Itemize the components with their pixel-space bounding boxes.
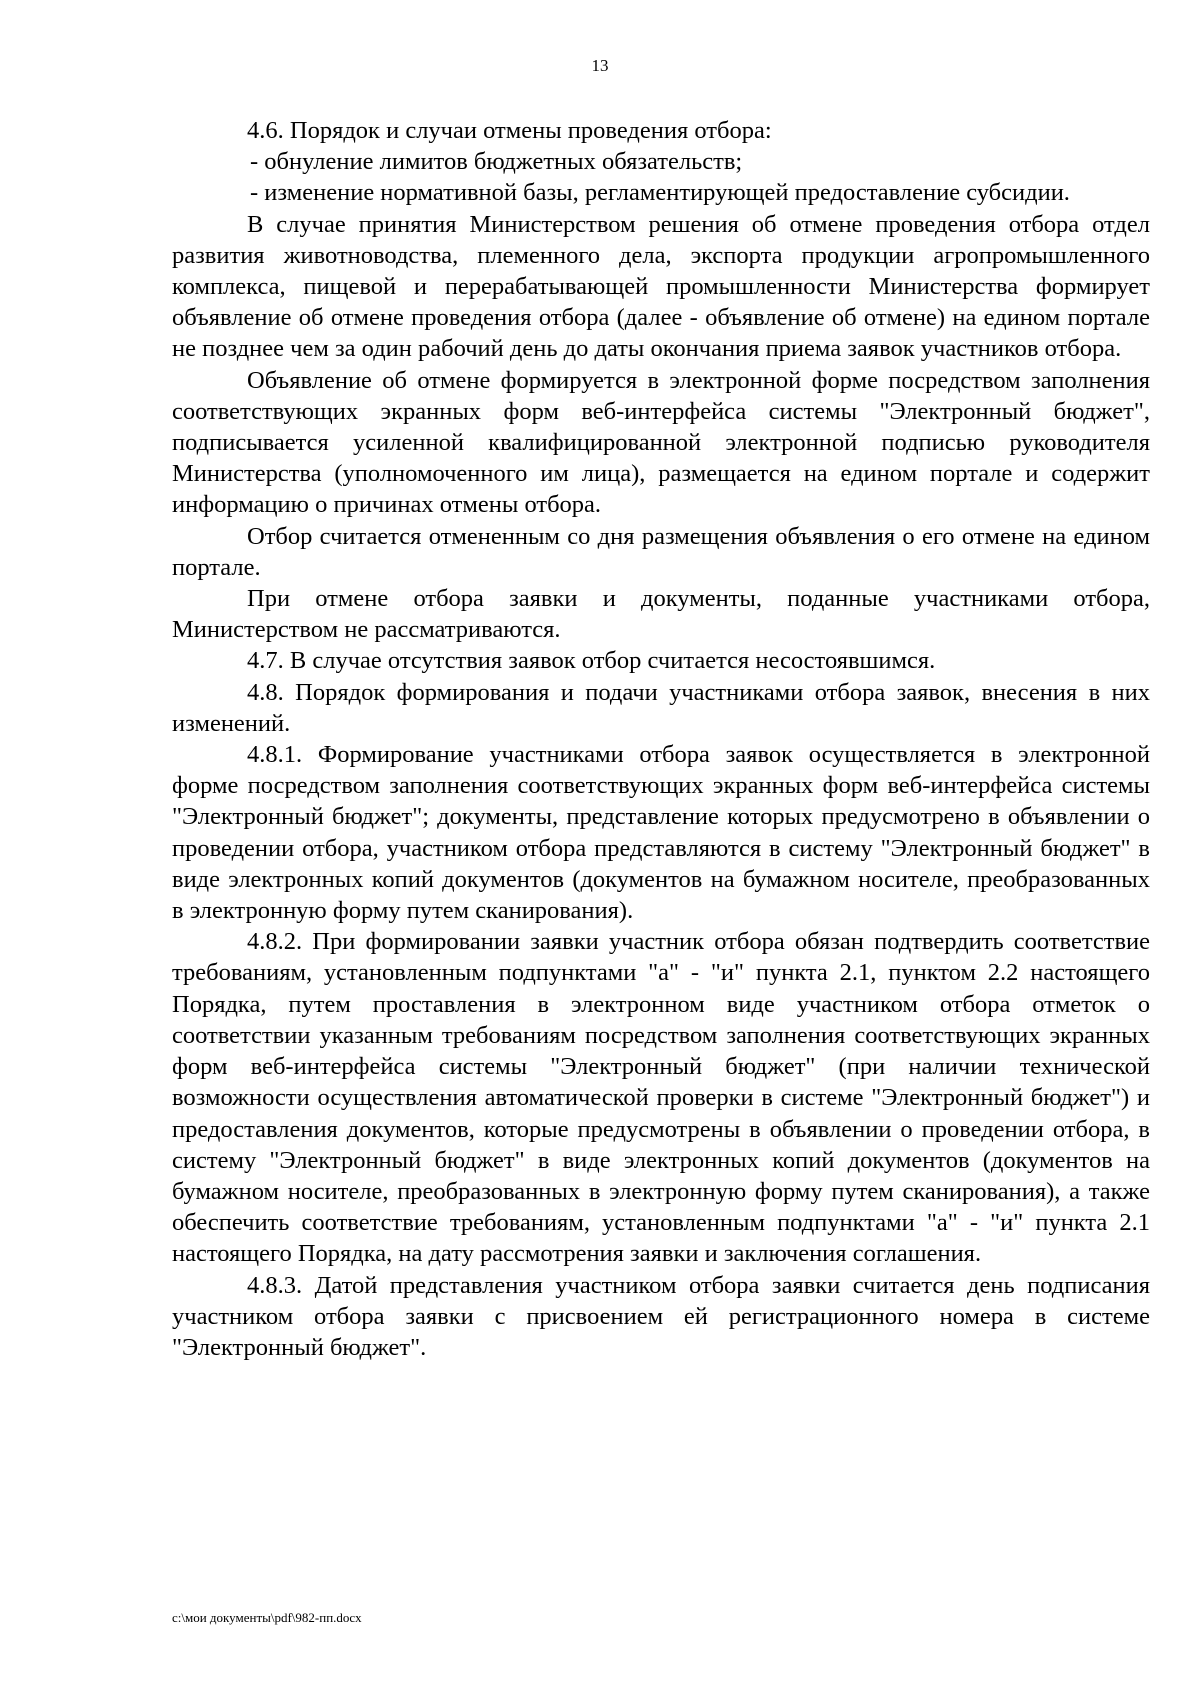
document-body bbox=[172, 115, 1150, 1363]
paragraph-4-8-3: 4.8.3. Датой представления участником отбора заявки считается день подписания участником отбора заявки с присвоением ей регистрационного номера в системе "Электронный бюджет". bbox=[172, 1271, 1150, 1361]
paragraph-cancelled-date: Отбор считается отмененным со дня размещения объявления о его отмене на едином портале. bbox=[172, 522, 1150, 581]
footer-file-path: c:\мои документы\pdf\982-пп.docx bbox=[172, 1610, 362, 1625]
paragraph-4-8-1: 4.8.1. Формирование участниками отбора заявок осуществляется в электронной форме посредством заполнения соответствующих экранных форм веб-интерфейса системы "Электронный бюджет"; документы, представление которых предусмотрено в объявлении о проведении отбора, участником отбора представляются в систему "Электронный бюджет" в виде электронных копий документов (документов на бумажном носителе, преобразованных в электронную форму путем сканирования). bbox=[172, 741, 1150, 925]
list-item-normative-base: - изменение нормативной базы, регламентирующей предоставление субсидии. bbox=[250, 179, 1070, 207]
paragraph-not-reviewed: При отмене отбора заявки и документы, поданные участниками отбора, Министерством не рассматриваются. bbox=[172, 585, 1150, 644]
paragraph-cancellation-notice: Объявление об отмене формируется в электронной форме посредством заполнения соответствующих экранных форм веб-интерфейса системы "Электронный бюджет", подписывается усиленной квалифицированной электронной подписью руководителя Министерства (уполномоченного им лица), размещается на едином портале и содержит информацию о причинах отмены отбора. bbox=[172, 366, 1150, 519]
paragraph-4-7: 4.7. В случае отсутствия заявок отбор считается несостоявшимся. bbox=[247, 647, 936, 675]
paragraph-cancellation-decision: В случае принятия Министерством решения об отмене проведения отбора отдел развития животноводства, племенного дела, экспорта продукции агропромышленного комплекса, пищевой и перерабатывающей промышленности Министерства формирует объявление об отмене проведения отбора (далее - объявление об отмене) на едином портале не позднее чем за один рабочий день до даты окончания приема заявок участников отбора. bbox=[172, 210, 1150, 363]
list-item-limits: - обнуление лимитов бюджетных обязательств; bbox=[250, 148, 743, 176]
paragraph-4-8: 4.8. Порядок формирования и подачи участниками отбора заявок, внесения в них изменений. bbox=[172, 678, 1150, 737]
paragraph-4-6: 4.6. Порядок и случаи отмены проведения отбора: bbox=[247, 117, 772, 144]
page-number: 13 bbox=[591, 56, 609, 75]
paragraph-4-8-2: 4.8.2. При формировании заявки участник отбора обязан подтвердить соответствие требованиям, установленным подпунктами "а" - "и" пункта 2.1, пунктом 2.2 настоящего Порядка, путем проставления в электронном виде участником отбора отметок о соответствии указанным требованиям посредством заполнения соответствующих экранных форм веб-интерфейса системы "Электронный бюджет" (при наличии технической возможности осуществления автоматической проверки в системе "Электронный бюджет") и предоставления документов, которые предусмотрены в объявлении о проведении отбора, в систему "Электронный бюджет" в виде электронных копий документов (документов на бумажном носителе, преобразованных в электронную форму путем сканирования), а также обеспечить соответствие требованиям, установленным подпунктами "а" - "и" пункта 2.1 настоящего Порядка, на дату рассмотрения заявки и заключения соглашения. bbox=[172, 928, 1150, 1268]
